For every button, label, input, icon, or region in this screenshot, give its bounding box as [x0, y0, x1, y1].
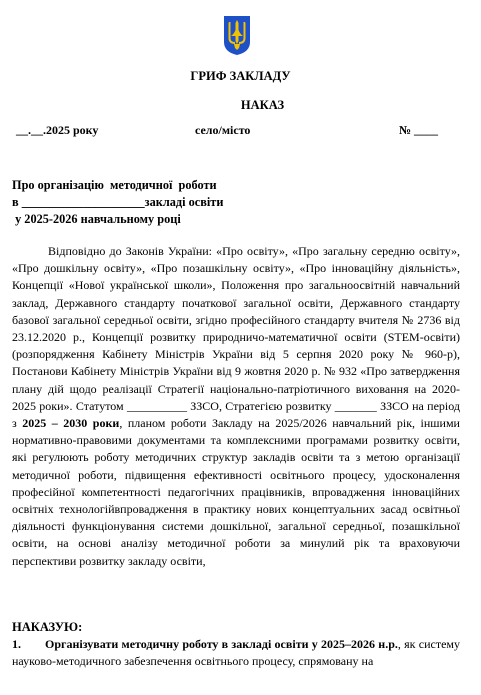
order-number: № ____ — [399, 123, 439, 137]
order-item-1-text: , як систему науково-методичного забезпечення освітнього процесу, спрямовану на — [12, 637, 461, 669]
document-type-title: НАКАЗ — [240, 98, 285, 112]
order-place: село/місто — [195, 123, 251, 137]
preamble-bold-period: 2025 – 2030 роки — [22, 416, 120, 431]
order-subject — [12, 177, 223, 228]
institution-stamp-label: ГРИФ ЗАКЛАДУ — [190, 69, 291, 83]
order-item-1-bold: Організувати методичну роботу в закладі освіти у 2025–2026 н.р. — [45, 637, 398, 651]
trident-coat-of-arms-icon — [222, 14, 252, 56]
subject-line-3: у 2025-2026 навчальному році — [12, 212, 181, 226]
order-date: __.__.2025 року — [16, 123, 99, 137]
preamble-text-rest: , планом роботи Закладу на 2025/2026 навчальний рік, іншими нормативно-правовими документами та комплексними програмами розвитку освіти, які регулюють роботу методичних структур закладів освіти та з метою організації методичної роботи, підвищення ефективності освітнього процесу, удосконалення професійної компетентності педагогічних працівників, впровадження інноваційних освітніх технологійвпровадження в практику нових концептуальних засад освітньої діяльності функціонування системи дошкільної, загальної середньої, позашкільної освіти, на основі аналізу методичної роботи за минулий рік та враховуючи перспективи розвитку закладу освіти, — [12, 416, 460, 568]
orders-heading: НАКАЗУЮ: — [12, 620, 83, 634]
order-item-number: 1. — [12, 637, 21, 651]
subject-line-1: Про організацію методичної роботи — [12, 178, 217, 192]
subject-line-2: в ____________________закладі освіти — [12, 195, 224, 209]
preamble-text: Відповідно до Законів України: «Про освіту», «Про загальну середню освіту», «Про дошкільну освіту», «Про позашкільну освіту», «Про інноваційну діяльність», Концепції «Нової української школи», Положення про загальноосвітній навчальний заклад, Державного стандарту початкової загальної освіти, Державного стандарту базової загальної середньої освіти, згідно професійного стандарту вчителя № 2736 від 23.12.2020 р., Концепції розвитку природничо-математичної освіти (STEM-освіти) (розпорядження Кабінету Міністрів України від 5 серпня 2020 року № 960-р), Постанови Кабінету Міністрів України від 9 жовтня 2020 р. № 932 «Про затвердження плану дій щодо реалізації Стратегії національно-патріотичного виховання на 2020-2025 роки». Статутом __________ ЗЗСО, Стратегією розвитку _______ ЗЗСО на період з — [12, 244, 460, 431]
preamble-paragraph — [12, 243, 460, 570]
order-item-1 — [12, 636, 460, 670]
